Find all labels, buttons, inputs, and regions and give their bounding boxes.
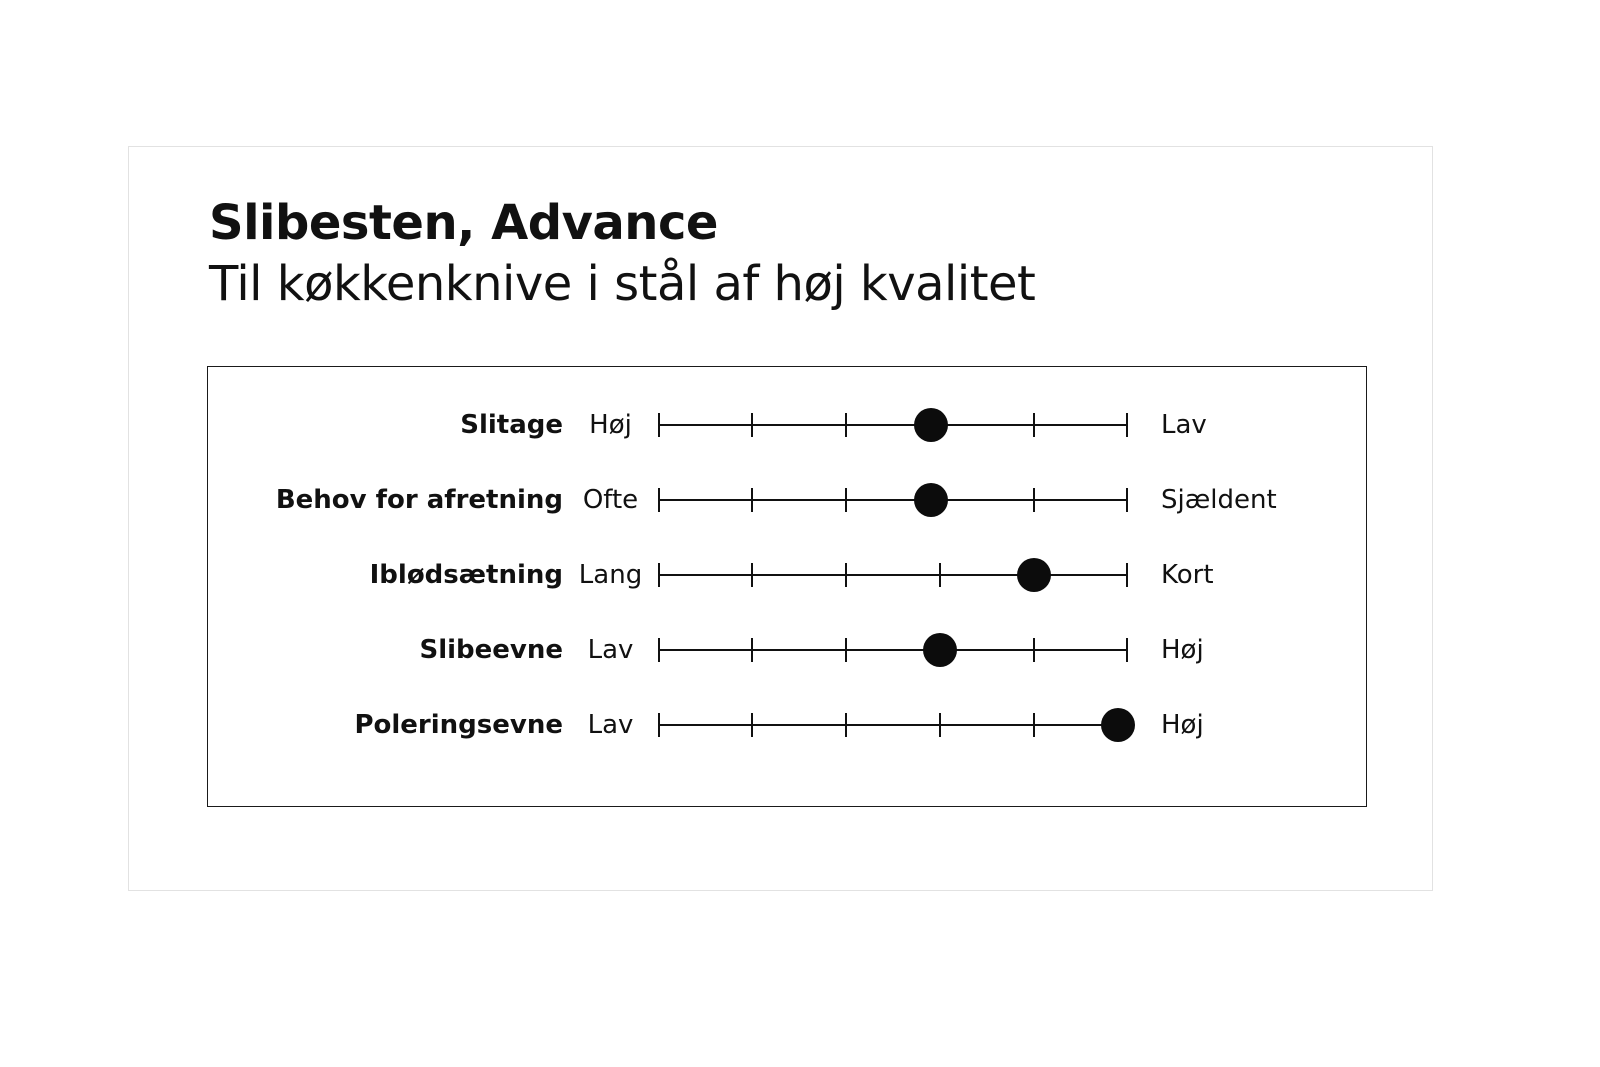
scale-tick: [1033, 713, 1035, 737]
scale-tick: [1033, 488, 1035, 512]
scale-axis-line: [658, 649, 1128, 651]
scale-tick: [658, 638, 660, 662]
ratings-rows: [208, 387, 1366, 762]
rating-scale: [658, 555, 1128, 595]
scale-tick: [658, 413, 660, 437]
scale-tick: [658, 563, 660, 587]
rating-label: Behov for afretning: [275, 484, 563, 515]
scale-tick: [939, 563, 941, 587]
scale-tick: [751, 638, 753, 662]
scale-tick: [845, 563, 847, 587]
scale-axis-line: [658, 574, 1128, 576]
scale-tick: [1033, 638, 1035, 662]
scale-tick: [1126, 563, 1128, 587]
scale-tick: [751, 713, 753, 737]
rating-marker: [1101, 708, 1135, 742]
rating-row: [208, 387, 1366, 462]
scale-axis-line: [658, 499, 1128, 501]
rating-row: [208, 612, 1366, 687]
rating-label: Slibeevne: [419, 634, 563, 665]
rating-label: Slitage: [460, 409, 563, 440]
scale-tick: [658, 488, 660, 512]
product-spec-card: [128, 146, 1433, 891]
scale-tick: [1126, 638, 1128, 662]
scale-axis-line: [658, 424, 1128, 426]
rating-label: Poleringsevne: [354, 709, 563, 740]
scale-axis-line: [658, 724, 1128, 726]
rating-left-label: Lang: [578, 559, 643, 590]
rating-right-label: Høj: [1161, 709, 1204, 740]
rating-row: [208, 537, 1366, 612]
rating-marker: [914, 408, 948, 442]
rating-scale: [658, 405, 1128, 445]
rating-label: Iblødsætning: [369, 559, 563, 590]
rating-left-label: Høj: [589, 409, 632, 440]
rating-left-label: Lav: [587, 634, 634, 665]
scale-tick: [1033, 413, 1035, 437]
card-heading-group: [209, 195, 1359, 312]
scale-tick: [845, 713, 847, 737]
rating-scale: [658, 705, 1128, 745]
scale-tick: [845, 638, 847, 662]
ratings-chart: [207, 366, 1367, 807]
scale-tick: [751, 563, 753, 587]
scale-tick: [1126, 413, 1128, 437]
rating-row: [208, 687, 1366, 762]
rating-right-label: Kort: [1161, 559, 1214, 590]
scale-tick: [1126, 488, 1128, 512]
rating-right-label: Høj: [1161, 634, 1204, 665]
scale-tick: [845, 413, 847, 437]
rating-marker: [1017, 558, 1051, 592]
scale-tick: [658, 713, 660, 737]
rating-left-label: Lav: [587, 709, 634, 740]
rating-marker: [914, 483, 948, 517]
scale-tick: [845, 488, 847, 512]
rating-row: [208, 462, 1366, 537]
rating-marker: [923, 633, 957, 667]
scale-tick: [751, 488, 753, 512]
scale-tick: [939, 713, 941, 737]
rating-left-label: Ofte: [582, 484, 639, 515]
page-title: Slibesten, Advance: [209, 195, 718, 251]
rating-scale: [658, 480, 1128, 520]
rating-right-label: Lav: [1161, 409, 1207, 440]
rating-right-label: Sjældent: [1161, 484, 1277, 515]
rating-scale: [658, 630, 1128, 670]
page-subtitle: Til køkkenknive i stål af høj kvalitet: [209, 255, 1036, 312]
scale-tick: [751, 413, 753, 437]
